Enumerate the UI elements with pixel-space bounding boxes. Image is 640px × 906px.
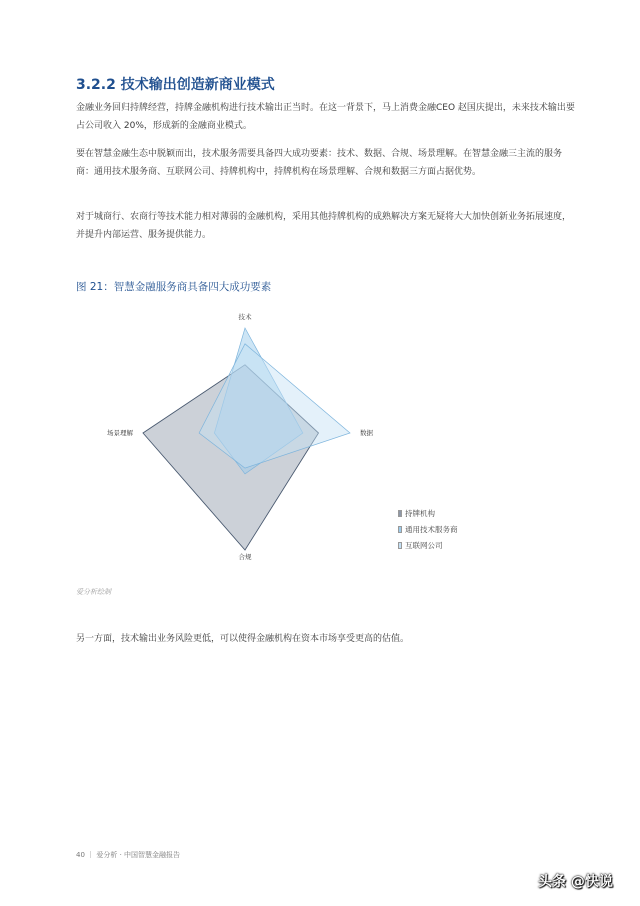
section-title: 3.2.2 技术输出创造新商业模式 [76, 77, 275, 93]
radar-series-3 [199, 344, 350, 468]
legend-item [398, 537, 458, 553]
legend-swatch [398, 526, 402, 533]
radar-series-group [143, 328, 350, 550]
figure-source: 爱分析绘制 [76, 588, 111, 596]
watermark-text: 头条 @快说 [538, 874, 613, 890]
paragraph-small-banks: 对于城商行、农商行等技术能力相对薄弱的金融机构，采用其他持牌机构的成熟解决方案无疑将大大加快创新业务拓展速度，并提升内部运营、服务提供能力。 [76, 212, 572, 240]
legend-label: 持牌机构 [405, 508, 435, 518]
legend-label: 通用技术服务商 [405, 524, 458, 534]
legend-label: 互联网公司 [405, 540, 443, 550]
radar-axis-label: 场景理解 [107, 429, 133, 437]
paragraph-success-factors: 要在智慧金融生态中脱颖而出，技术服务需要具备四大成功要素：技术、数据、合规、场景理解。在智慧金融三主流的服务商：通用技术服务商、互联网公司、持牌机构中，持牌机构在场景理解、合规和数据三方面占据优势。 [76, 149, 563, 177]
legend-swatch [398, 510, 402, 517]
paragraph-intro: 金融业务回归持牌经营，持牌金融机构进行技术输出正当时。在这一背景下，马上消费金融CEO 赵国庆提出，未来技术输出要占公司收入 20%，形成新的金融商业模式。 [76, 103, 575, 131]
radar-axis-label: 技术 [238, 313, 252, 321]
legend-item [398, 505, 458, 521]
chart-legend [398, 505, 458, 553]
paragraph-valuation: 另一方面，技术输出业务风险更低，可以使得金融机构在资本市场享受更高的估值。 [76, 634, 410, 644]
legend-item [398, 521, 458, 537]
legend-swatch [398, 542, 402, 549]
figure-title: 图 21：智慧金融服务商具备四大成功要素 [76, 281, 272, 293]
page-footer: 40 ｜ 爱分析 · 中国智慧金融报告 [76, 851, 181, 859]
watermark-logo [538, 871, 613, 891]
radar-axis-label: 合规 [238, 553, 252, 561]
radar-chart [60, 300, 540, 570]
radar-axis-label: 数据 [360, 429, 373, 437]
